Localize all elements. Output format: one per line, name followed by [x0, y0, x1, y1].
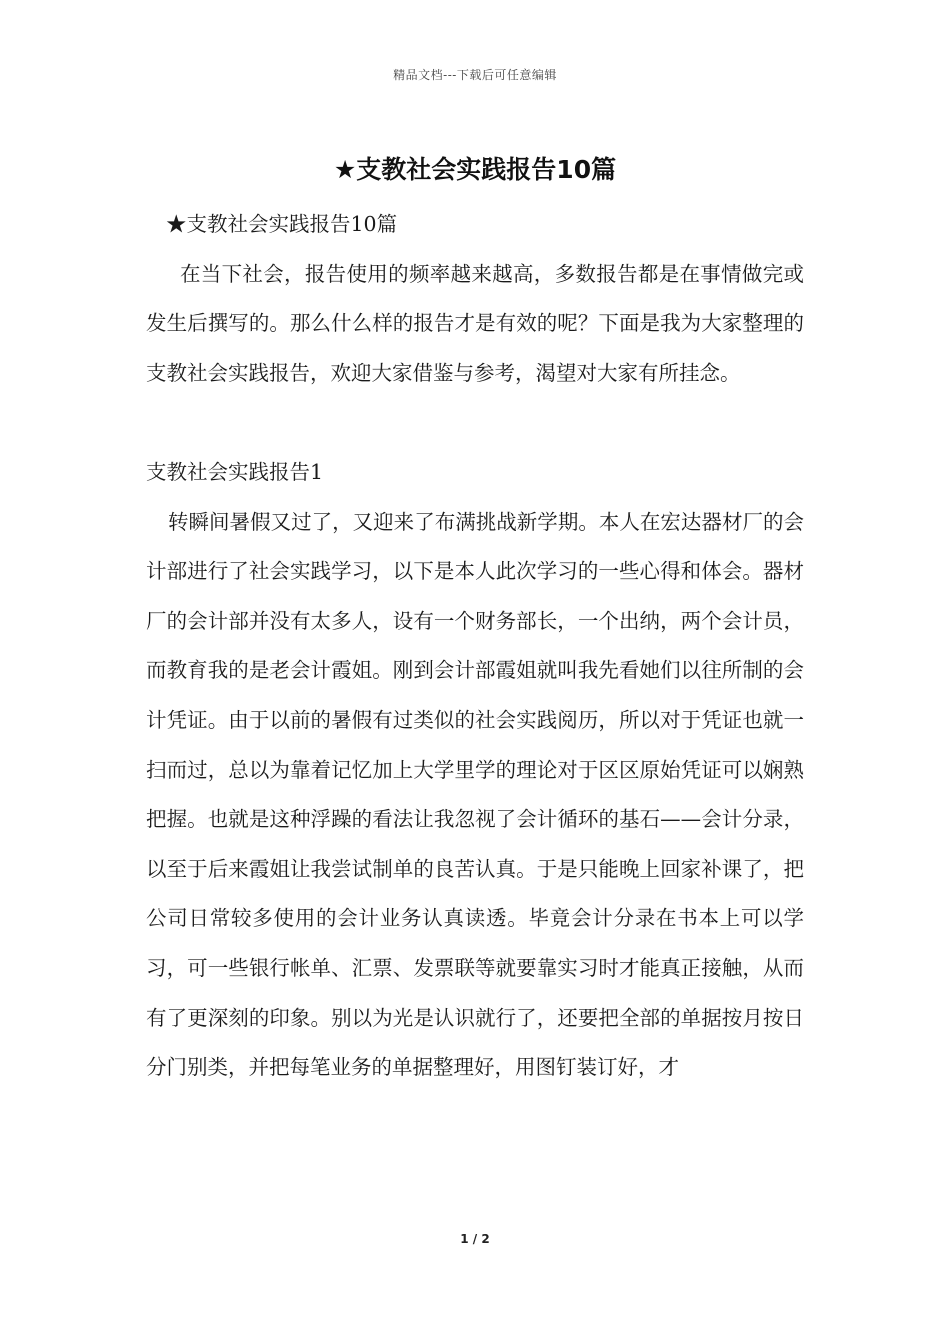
section-heading: 支教社会实践报告1	[146, 459, 324, 484]
page-header: 精品文档---下载后可任意编辑	[393, 68, 557, 82]
document-title: ★支教社会实践报告10篇	[333, 155, 617, 184]
section-paragraph: 转瞬间暑假又过了，又迎来了布满挑战新学期。本人在宏达器材厂的会计部进行了社会实践学习，以下是本人此次学习的一些心得和体会。器材厂的会计部并没有太多人，设有一个财务部长，一个出纳，两个会计员，而教育我的是老会计霞姐。刚到会计部霞姐就叫我先看她们以往所制的会计凭证。由于以前的暑假有过类似的社会实践阅历，所以对于凭证也就一扫而过，总以为靠着记忆加上大学里学的理论对于区区原始凭证可以娴熟把握。也就是这种浮躁的看法让我忽视了会计循环的基石——会计分录，以至于后来霞姐让我尝试制单的良苦认真。于是只能晚上回家补课了，把公司日常较多使用的会计业务认真读透。毕竟会计分录在书本上可以学习，可一些银行帐单、汇票、发票联等就要靠实习时才能真正接触，从而有了更深刻的印象。别以为光是认识就行了，还要把全部的单据按月按日分门别类，并把每笔业务的单据整理好，用图钉装订好，才	[146, 509, 804, 1080]
intro-paragraph: 在当下社会，报告使用的频率越来越高，多数报告都是在事情做完或发生后撰写的。那么什么样的报告才是有效的呢？下面是我为大家整理的支教社会实践报告，欢迎大家借鉴与参考，渴望对大家有所挂念。	[146, 261, 804, 385]
document-body	[146, 200, 804, 1093]
document-subtitle: ★支教社会实践报告10篇	[166, 212, 398, 236]
page-number: 1 / 2	[460, 1232, 490, 1246]
